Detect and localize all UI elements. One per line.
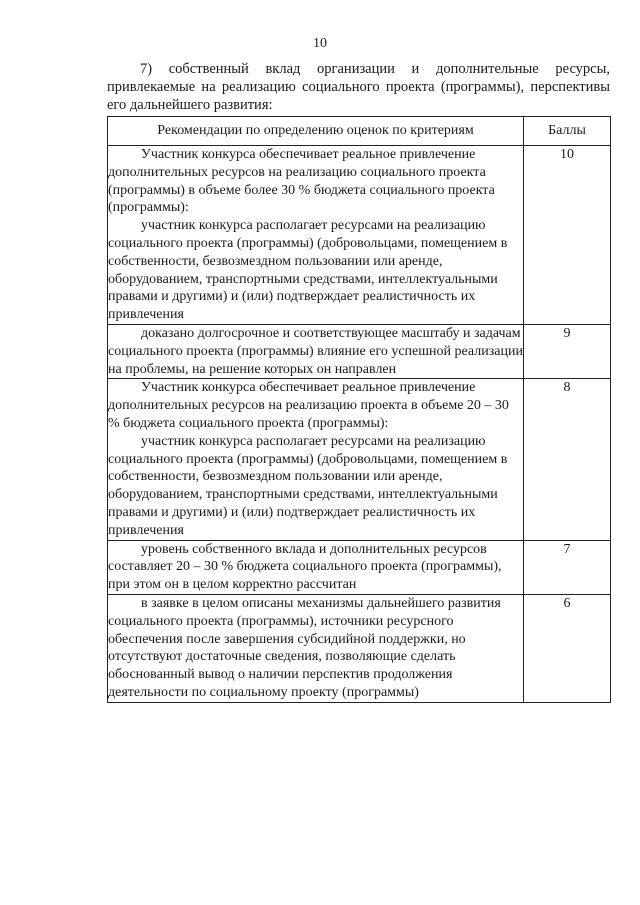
table-row	[108, 540, 611, 594]
criterion-description	[108, 594, 524, 702]
table-row	[108, 594, 611, 702]
criteria-table	[107, 116, 611, 703]
criterion-paragraph: Участник конкурса обеспечивает реальное привлечение дополнительных ресурсов на реализацию социального проекта (программы) в объеме более 30 % бюджета социального проекта (программы):	[108, 147, 495, 216]
table-header-row	[108, 117, 611, 146]
table-row	[108, 146, 611, 325]
criterion-paragraph: участник конкурса располагает ресурсами на реализацию социального проекта (программы) (добровольцами, помещением в собственности, безвозмездном пользовании или аренде, оборудованием, транспортными средствами, интеллектуальными правами и другими) и (или) подтверждает реалистичность их привлечения	[108, 218, 508, 323]
criterion-score: 6	[524, 594, 611, 702]
table-row	[108, 324, 611, 378]
criterion-description	[108, 324, 524, 378]
criterion-paragraph: в заявке в целом описаны механизмы дальнейшего развития социального проекта (программы), источники ресурсного обеспечения после завершения субсидийной поддержки, но отсутствуют достаточные сведения, позволяющие сделать обоснованный вывод о наличии перспектив продолжения деятельности по социальному проекту (программы)	[108, 595, 501, 700]
header-recommendations: Рекомендации по определению оценок по критериям	[108, 117, 524, 146]
criterion-paragraph: уровень собственного вклада и дополнительных ресурсов составляет 20 – 30 % бюджета социального проекта (программы), при этом он в целом корректно рассчитан	[108, 541, 502, 593]
criterion-description	[108, 146, 524, 325]
criterion-paragraph: доказано долгосрочное и соответствующее масштабу и задачам социального проекта (программы) влияние его успешной реализации на проблемы, на решение которых он направлен	[108, 325, 523, 377]
intro-text: 7) собственный вклад организации и дополнительные ресурсы, привлекаемые на реализацию социального проекта (программы), перспективы его дальнейшего развития:	[107, 61, 610, 113]
criterion-score: 8	[524, 379, 611, 540]
criterion-score: 9	[524, 324, 611, 378]
intro-paragraph	[107, 60, 610, 114]
criterion-score: 10	[524, 146, 611, 325]
page-number: 10	[313, 36, 327, 51]
criterion-paragraph: Участник конкурса обеспечивает реальное привлечение дополнительных ресурсов на реализацию проекта в объеме 20 – 30 % бюджета социального проекта (программы):	[108, 380, 509, 431]
table-row	[108, 379, 611, 540]
criterion-score: 7	[524, 540, 611, 594]
criterion-description	[108, 540, 524, 594]
criterion-paragraph: участник конкурса располагает ресурсами на реализацию социального проекта (программы) (добровольцами, помещением в собственности, безвозмездном пользовании или аренде, оборудованием, транспортными средствами, интеллектуальными правами и другими) и (или) подтверждает реалистичность их привлечения	[108, 433, 508, 538]
header-scores: Баллы	[524, 117, 611, 146]
criterion-description	[108, 379, 524, 540]
